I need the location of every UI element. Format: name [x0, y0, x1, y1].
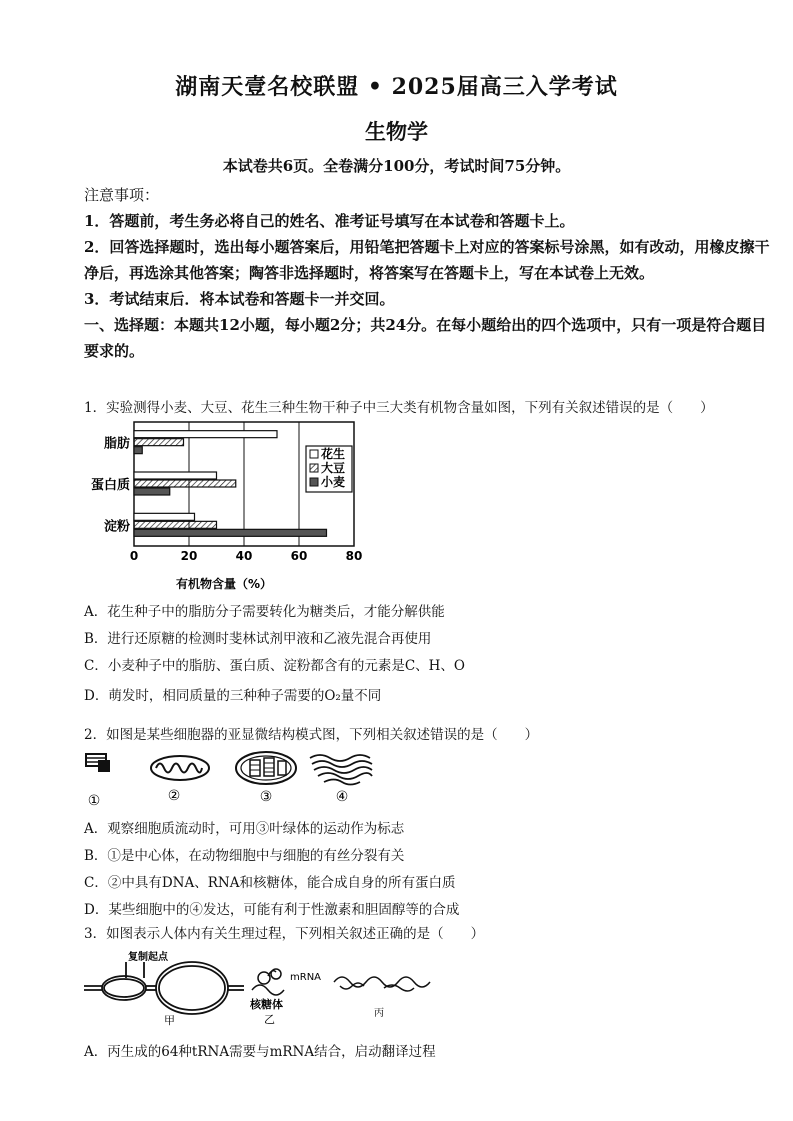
mrna-label: mRNA: [290, 972, 322, 983]
ribosome-label: 核糖体: [250, 998, 283, 1011]
chart-bar: [134, 447, 142, 454]
chart-legend: [306, 446, 352, 492]
chart-bar: [134, 521, 217, 528]
note-item: 1．答题前，考生务必将自己的姓名、准考证号填写在本试卷和答题卡上。: [84, 212, 575, 230]
notes-heading: 注意事项：: [84, 186, 160, 204]
chart-bars: [134, 431, 327, 537]
exam-title: 湖南天壹名校联盟 • 2025届高三入学考试: [175, 74, 618, 100]
chart-tick-label: 40: [235, 549, 253, 563]
chart-bar: [134, 431, 277, 438]
rna-strand-figure: [334, 977, 430, 991]
chart-legend-swatch: [310, 450, 318, 458]
chart-legend-swatch: [310, 464, 318, 472]
q2-organelles-figure: [84, 748, 384, 808]
chart-category-label: 淀粉: [103, 519, 130, 535]
notes-section: [84, 182, 774, 364]
chart-tick-label: 60: [290, 549, 308, 563]
chart-xlabel: 有机物含量（%）: [175, 577, 273, 591]
q1-option-c: C．小麦种子中的脂肪、蛋白质、淀粉都含有的元素是C、H、O: [84, 658, 465, 674]
q3-stem: 3．如图表示人体内有关生理过程，下列相关叙述正确的是（ ）: [84, 926, 485, 942]
q3-option-a: A．丙生成的64种tRNA需要与mRNA结合，启动翻译过程: [84, 1044, 436, 1060]
q2-option-b: B．①是中心体，在动物细胞中与细胞的有丝分裂有关: [84, 848, 405, 864]
figure-yi-label: 乙: [264, 1013, 275, 1026]
mitochondrion-figure: [151, 756, 209, 780]
q1-option-d: D．萌发时，相同质量的三种种子需要的O₂量不同: [84, 688, 382, 704]
q1-option-a: A．花生种子中的脂肪分子需要转化为糖类后，才能分解供能: [84, 604, 445, 620]
q2-option-d: D．某些细胞中的④发达，可能有利于性激素和胆固醇等的合成: [84, 902, 460, 918]
replication-origin-label: 复制起点: [128, 952, 168, 963]
organelle-label-2: ②: [167, 788, 181, 804]
section-heading: 一、选择题：本题共12小题，每小题2分；共24分。在每小题给出的四个选项中，只有一项是符合题目要求的。: [84, 316, 767, 360]
chart-category-labels: [91, 436, 130, 535]
organelle-label-4: ④: [335, 789, 349, 805]
figure-bing-label: 丙: [374, 1008, 384, 1019]
chart-legend-swatch: [310, 478, 318, 486]
organelle-label-1: ①: [87, 793, 101, 808]
chart-bar: [134, 529, 327, 536]
figure-jia-label: 甲: [164, 1014, 175, 1027]
chart-tick-labels: [130, 549, 363, 563]
chart-category-label: 脂肪: [103, 436, 130, 452]
chart-tick-label: 80: [345, 549, 363, 563]
q1-option-b: B．进行还原糖的检测时斐林试剂甲液和乙液先混合再使用: [84, 631, 432, 647]
endoplasmic-reticulum-figure: [310, 755, 372, 785]
subject-title: 生物学: [365, 119, 428, 144]
chart-tick-label: 0: [129, 549, 139, 563]
q1-bar-chart: [84, 418, 374, 598]
q3-process-figure: [84, 948, 464, 1028]
chart-bar: [134, 472, 217, 479]
exam-info: 本试卷共6页。全卷满分100分，考试时间75分钟。: [222, 157, 571, 175]
note-item: 2．回答选择题时，选出每小题答案后，用铅笔把答题卡上对应的答案标号涂黑，如有改动，用橡皮擦干净后，再选涂其他答案；陶答非选择题时，将答案写在答题卡上，写在本试卷上无效。: [84, 238, 770, 282]
translation-figure: [252, 969, 284, 995]
chart-legend-label: 大豆: [321, 461, 346, 475]
chart-bar: [134, 439, 184, 446]
chart-bar: [134, 513, 195, 520]
q2-stem: 2．如图是某些细胞器的亚显微结构模式图，下列相关叙述错误的是（ ）: [84, 727, 539, 743]
chloroplast-figure: [236, 752, 296, 784]
chart-legend-label: 花生: [321, 447, 346, 461]
q2-option-c: C．②中具有DNA、RNA和核糖体，能合成自身的所有蛋白质: [84, 875, 456, 891]
chart-tick-label: 20: [180, 549, 198, 563]
dna-replication-figure: [84, 962, 244, 1014]
centriole-figure: [86, 754, 110, 772]
q2-option-a: A．观察细胞质流动时，可用③叶绿体的运动作为标志: [84, 821, 405, 837]
chart-bar: [134, 480, 236, 487]
q1-stem: 1．实验测得小麦、大豆、花生三种生物干种子中三大类有机物含量如图，下列有关叙述错误的是（ ）: [84, 400, 714, 416]
organelle-label-3: ③: [259, 789, 273, 805]
chart-legend-label: 小麦: [321, 475, 346, 489]
chart-category-label: 蛋白质: [90, 478, 130, 493]
chart-bar: [134, 488, 170, 495]
note-item: 3．考试结束后．将本试卷和答题卡一并交回。: [84, 290, 395, 308]
